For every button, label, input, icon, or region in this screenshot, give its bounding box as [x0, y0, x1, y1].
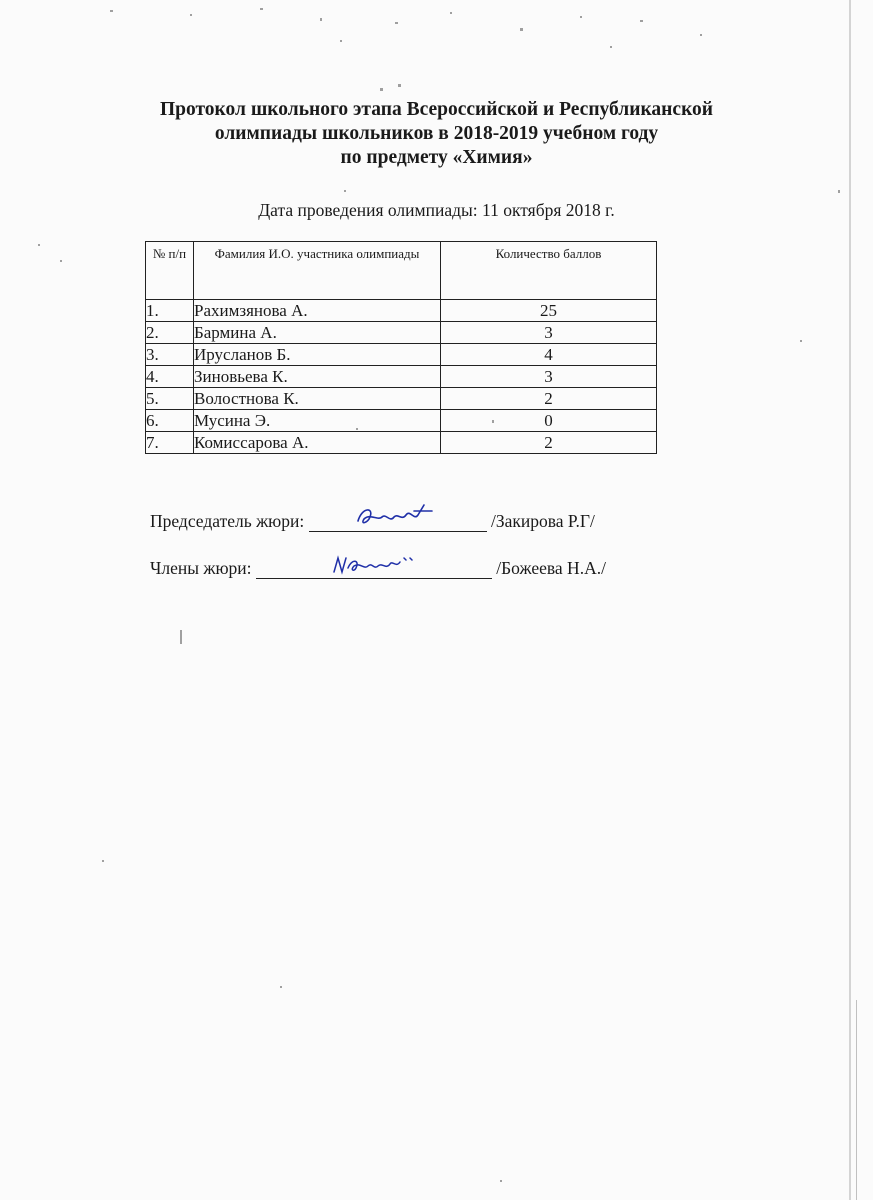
participant-name: Ирусланов Б.: [194, 344, 441, 366]
jury-chair-signature-blank: [309, 511, 487, 532]
header-name: Фамилия И.О. участника олимпиады: [194, 242, 441, 300]
row-num: 5.: [146, 388, 194, 410]
jury-members-signature-blank: [256, 558, 492, 579]
participant-score: 4: [441, 344, 657, 366]
table-row: [146, 300, 657, 322]
table-row: [146, 410, 657, 432]
row-num: 6.: [146, 410, 194, 432]
results-table: [145, 241, 657, 454]
participant-score: 0: [441, 410, 657, 432]
header-num: № п/п: [146, 242, 194, 300]
participant-name: Комиссарова А.: [194, 432, 441, 454]
row-num: 7.: [146, 432, 194, 454]
table-header-row: [146, 242, 657, 300]
jury-chair-name: /Закирова Р.Г/: [490, 511, 595, 531]
row-num: 1.: [146, 300, 194, 322]
participant-name: Волостнова К.: [194, 388, 441, 410]
row-num: 4.: [146, 366, 194, 388]
title-line-1: Протокол школьного этапа Всероссийской и Республиканской: [159, 99, 714, 120]
jury-members-name: /Божеева Н.А./: [496, 558, 606, 578]
jury-members-label: Члены жюри:: [150, 558, 252, 578]
jury-chair-label: Председатель жюри:: [150, 511, 305, 531]
table-row: [146, 432, 657, 454]
participant-name: Мусина Э.: [194, 410, 441, 432]
title-line-3: по предмету «Химия»: [340, 147, 533, 168]
participant-score: 2: [441, 432, 657, 454]
olympiad-date: Дата проведения олимпиады: 11 октября 2018 г.: [258, 200, 615, 220]
title-line-2: олимпиады школьников в 2018-2019 учебном году: [214, 123, 659, 144]
row-num: 3.: [146, 344, 194, 366]
participant-name: Зиновьева К.: [194, 366, 441, 388]
jury-members-signature-line: [150, 557, 606, 579]
jury-members-signature: [326, 550, 422, 578]
row-num: 2.: [146, 322, 194, 344]
table-row: [146, 344, 657, 366]
participant-score: 2: [441, 388, 657, 410]
table-row: [146, 388, 657, 410]
header-score: Количество баллов: [441, 242, 657, 300]
participant-score: 3: [441, 366, 657, 388]
participant-score: 25: [441, 300, 657, 322]
participant-name: Бармина А.: [194, 322, 441, 344]
participant-score: 3: [441, 322, 657, 344]
jury-chair-signature-line: [150, 510, 595, 532]
document-title: [0, 98, 873, 170]
jury-chair-signature: [348, 501, 448, 531]
table-row: [146, 322, 657, 344]
table-row: [146, 366, 657, 388]
participant-name: Рахимзянова А.: [194, 300, 441, 322]
